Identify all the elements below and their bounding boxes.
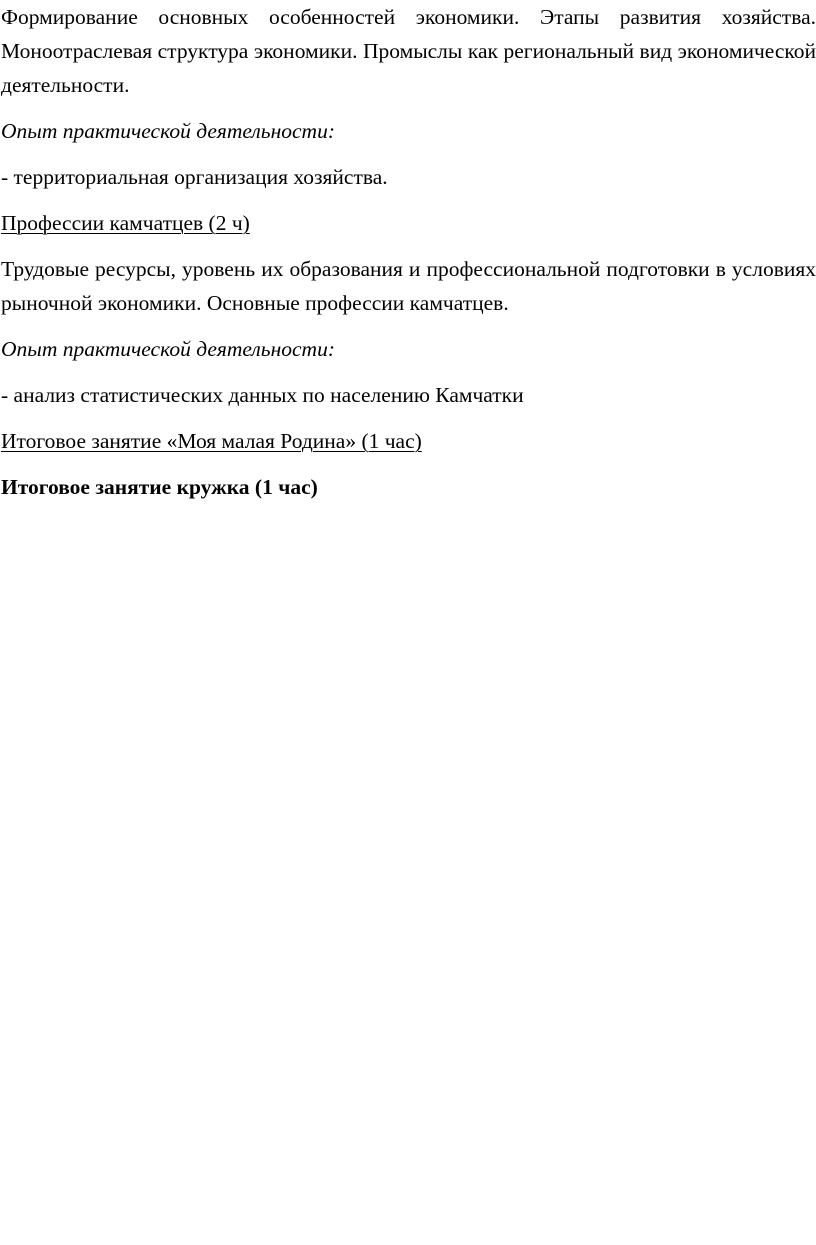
section-final-lesson-heading: [1, 424, 816, 458]
practice-item-2: - анализ статистических данных по населению Камчатки: [1, 383, 524, 407]
practice-heading-1: Опыт практической деятельности:: [1, 119, 335, 143]
professions-paragraph: Трудовые ресурсы, уровень их образования и профессиональной подготовки в условиях рыночной экономики. Основные профессии камчатцев.: [1, 257, 816, 315]
economy-intro-paragraph: Формирование основных особенностей экономики. Этапы развития хозяйства. Моноотраслевая структура экономики. Промыслы как региональный вид экономической деятельности.: [1, 5, 816, 97]
practice-item-1: - территориальная организация хозяйства.: [1, 165, 388, 189]
section-final-lesson-title: Итоговое занятие «Моя малая Родина» (1 час): [1, 429, 422, 453]
section-professions-heading: [1, 206, 816, 240]
section-final-club-heading: Итоговое занятие кружка (1 час): [1, 475, 318, 499]
section-professions-title: Профессии камчатцев (2 ч): [1, 211, 250, 235]
practice-heading-2: Опыт практической деятельности:: [1, 337, 335, 361]
